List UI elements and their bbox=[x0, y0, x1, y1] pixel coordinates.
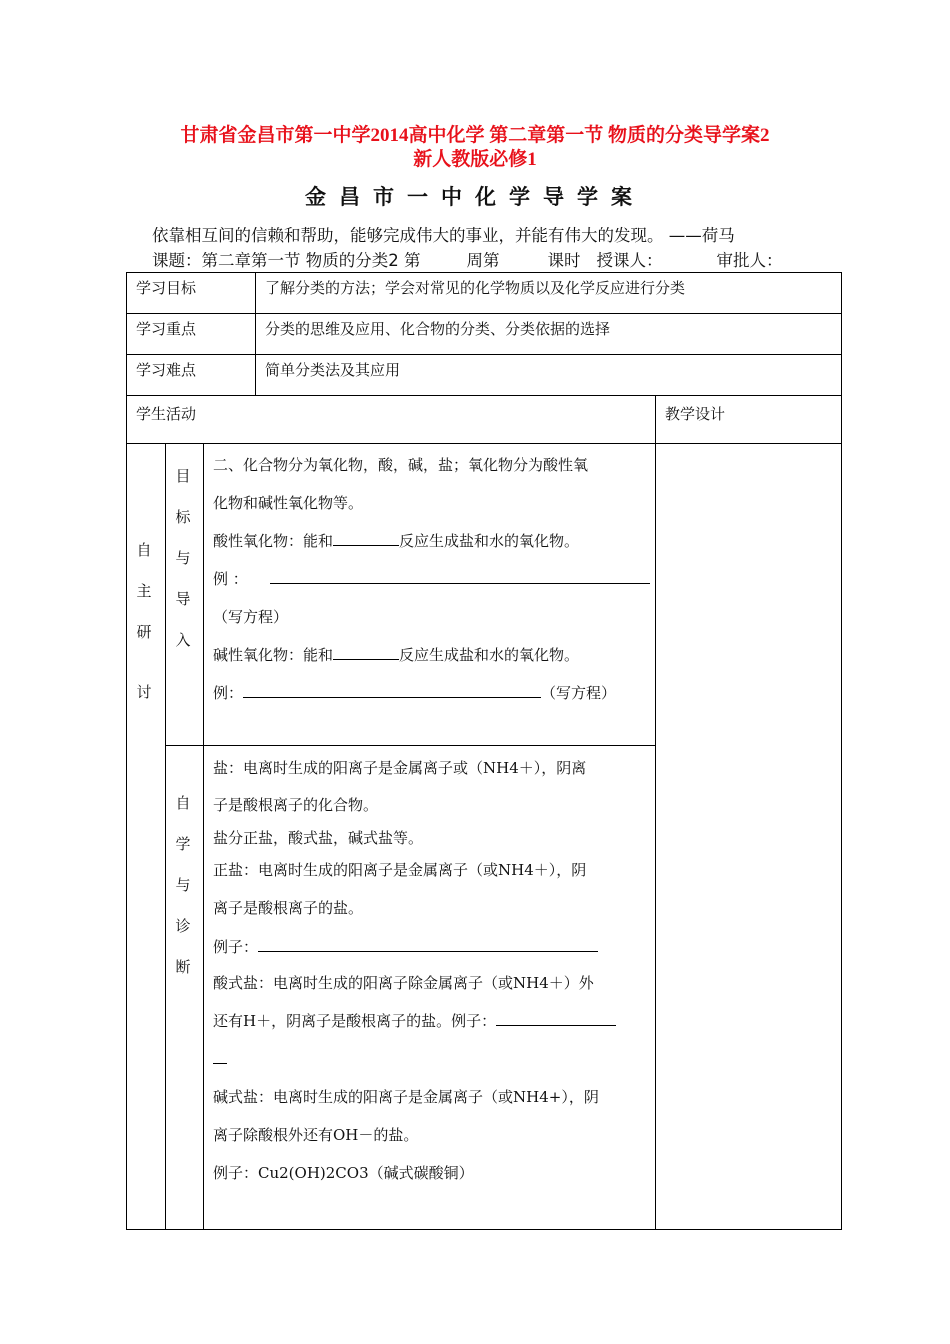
col-divider bbox=[165, 443, 166, 1230]
course-info bbox=[152, 247, 783, 271]
school-heading: 金昌市一中化学导学案 bbox=[305, 185, 645, 209]
section-label: 自 主 研 讨 bbox=[136, 541, 152, 701]
course-teacher: 授课人： bbox=[596, 251, 663, 270]
course-period: 课时 bbox=[547, 251, 581, 270]
self-study-content: 盐：电离时生成的阳离子是金属离子或（NH4＋），阴离 子是酸根离子的化合物。 盐分正盐，酸式盐，碱式盐等。 正盐：电离时生成的阳离子是金属离子（或NH4＋），阴 离子是酸根离子的盐。 例子： 酸式盐：电离时生成的阳离子除金属离子（或NH4＋）外 还有H＋，阴离子是酸根离子的盐。例子： 碱式盐：电离时生成的阳离子是金属离子（或NH4+），阴 离子除酸根外还有OH－的盐。 例子：Cu2(OH)2CO3（碱式碳酸铜） bbox=[213, 748, 653, 1192]
row-divider bbox=[126, 443, 842, 444]
row-value-focus: 分类的思维及应用、化合物的分类、分类依据的选择 bbox=[265, 320, 611, 338]
col-divider bbox=[203, 443, 204, 1230]
document-title bbox=[120, 124, 830, 172]
blank-field bbox=[243, 682, 541, 698]
goal-intro-content: 二、化合物分为氧化物，酸，碱，盐；氧化物分为酸性氧 化物和碱性氧化物等。 酸性氧化物：能和 反应生成盐和水的氧化物。 例 ： （写方程） 碱性氧化物：能和 反应生成盐和水的氧化物。 例： （写方程） bbox=[213, 446, 653, 712]
blank-field bbox=[333, 644, 399, 660]
sub-label-goal-intro: 目 标 与 导 入 bbox=[175, 467, 191, 649]
row-divider bbox=[165, 745, 655, 746]
blank-field bbox=[213, 1048, 227, 1064]
row-label-goal: 学习目标 bbox=[136, 279, 197, 297]
course-topic: 课题：第二章第一节 物质的分类2 第 bbox=[152, 251, 421, 270]
row-value-goal: 了解分类的方法；学会对常见的化学物质以及化学反应进行分类 bbox=[265, 279, 686, 297]
row-label-focus: 学习重点 bbox=[136, 320, 197, 338]
col-header-teacher: 教学设计 bbox=[665, 405, 726, 423]
course-week: 周第 bbox=[466, 251, 500, 270]
title-line-1: 甘肃省金昌市第一中学2014高中化学 第二章第一节 物质的分类导学案2 bbox=[180, 125, 770, 146]
motto: 依靠相互间的信赖和帮助，能够完成伟大的事业，并能有伟大的发现。 ——荷马 bbox=[152, 226, 735, 245]
blank-field bbox=[258, 936, 598, 952]
row-divider bbox=[126, 395, 842, 396]
blank-field bbox=[496, 1010, 616, 1026]
row-divider bbox=[126, 354, 842, 355]
row-label-difficulty: 学习难点 bbox=[136, 361, 197, 379]
course-approver: 审批人： bbox=[716, 251, 783, 270]
blank-field bbox=[270, 568, 650, 584]
title-line-2: 新人教版必修1 bbox=[413, 149, 537, 170]
row-value-difficulty: 简单分类法及其应用 bbox=[265, 361, 401, 379]
blank-field bbox=[333, 530, 399, 546]
row-divider bbox=[126, 313, 842, 314]
col-divider bbox=[255, 272, 256, 395]
sub-label-self-study: 自 学 与 诊 断 bbox=[175, 794, 191, 976]
col-header-student: 学生活动 bbox=[136, 405, 197, 423]
col-divider bbox=[655, 395, 656, 1230]
